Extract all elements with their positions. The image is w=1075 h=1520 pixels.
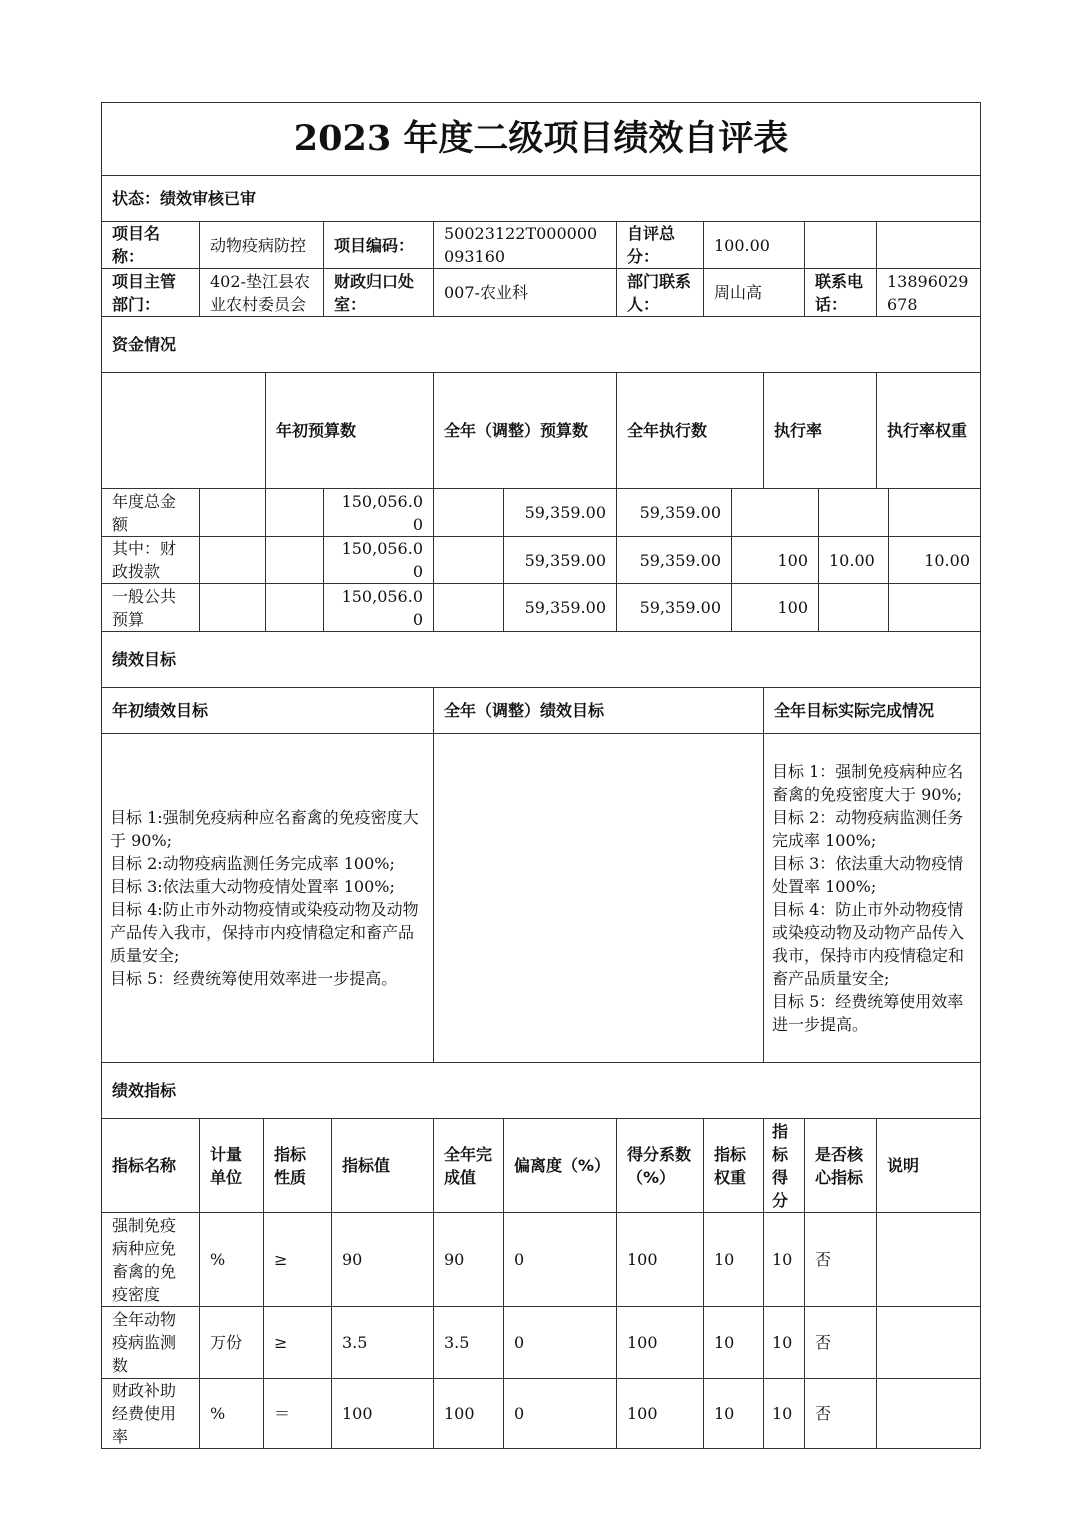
self-score-value: 100.00 — [704, 222, 805, 269]
indicator-header: 指标名称 — [102, 1119, 200, 1213]
indicator-target: 90 — [332, 1213, 434, 1307]
phone-label: 联系电话： — [805, 269, 877, 317]
funds-header: 执行率 — [764, 373, 877, 489]
indicator-header: 全年完成值 — [434, 1119, 504, 1213]
funds-header: 年初预算数 — [266, 373, 434, 489]
indicator-weight: 10 — [704, 1213, 764, 1307]
indicator-core: 否 — [805, 1307, 877, 1379]
contact-label: 部门联系人： — [617, 269, 704, 317]
indicator-actual: 100 — [434, 1379, 504, 1449]
indicator-name: 强制免疫病种应免畜禽的免疫密度 — [102, 1213, 200, 1307]
fund-row-name: 其中：财政拨款 — [102, 537, 200, 584]
indicator-deviation: 0 — [504, 1307, 617, 1379]
fund-initial: 150,056.00 — [324, 537, 434, 584]
phone-value: 13896029678 — [877, 269, 981, 317]
indicator-unit: % — [200, 1379, 264, 1449]
fund-score — [889, 584, 981, 632]
page-title: 2023 年度二级项目绩效自评表 — [102, 103, 981, 176]
table-row — [102, 489, 981, 537]
fund-adjusted: 59,359.00 — [504, 537, 617, 584]
indicator-note — [877, 1213, 981, 1307]
indicator-target: 3.5 — [332, 1307, 434, 1379]
indicator-header: 得分系数（%） — [617, 1119, 704, 1213]
indicator-note — [877, 1379, 981, 1449]
fund-score: 10.00 — [889, 537, 981, 584]
indicator-nature: ＝ — [264, 1379, 332, 1449]
evaluation-form — [101, 102, 980, 1449]
empty-cell — [266, 489, 324, 537]
fund-row-name: 一般公共预算 — [102, 584, 200, 632]
empty-cell — [266, 537, 324, 584]
finance-office-label: 财政归口处室： — [324, 269, 434, 317]
indicator-nature: ≥ — [264, 1307, 332, 1379]
actual-goals — [764, 734, 981, 1063]
fund-rate — [732, 489, 819, 537]
initial-goal-1: 目标 1:强制免疫病种应名畜禽的免疫密度大于 90%; — [110, 808, 419, 850]
initial-goal-3: 目标 3:依法重大动物疫情处置率 100%; — [110, 877, 395, 896]
status-text: 状态：绩效审核已审 — [102, 176, 981, 222]
indicator-coef: 100 — [617, 1307, 704, 1379]
indicator-weight: 10 — [704, 1307, 764, 1379]
empty-cell — [434, 489, 504, 537]
project-name-value: 动物疫病防控 — [200, 222, 324, 269]
indicator-deviation: 0 — [504, 1213, 617, 1307]
table-row — [102, 1213, 981, 1307]
empty-cell — [200, 584, 266, 632]
indicators-table — [101, 1062, 981, 1449]
table-row — [102, 537, 981, 584]
fund-adjusted: 59,359.00 — [504, 584, 617, 632]
empty-cell — [102, 373, 266, 489]
actual-goal-4: 目标 4：防止市外动物疫情或染疫动物及动物产品传入我市，保持市内疫情稳定和畜产品质量安全; — [772, 900, 965, 988]
indicator-score: 10 — [764, 1379, 805, 1449]
goals-section-title: 绩效目标 — [102, 632, 981, 688]
empty-cell — [266, 584, 324, 632]
adjusted-goals — [434, 734, 764, 1063]
funds-header: 执行率权重 — [877, 373, 981, 489]
indicator-header: 指标得分 — [764, 1119, 805, 1213]
indicator-header: 指标值 — [332, 1119, 434, 1213]
contact-value: 周山高 — [704, 269, 805, 317]
fund-executed: 59,359.00 — [617, 584, 732, 632]
indicator-coef: 100 — [617, 1379, 704, 1449]
funds-header: 全年（调整）预算数 — [434, 373, 617, 489]
funds-header: 全年执行数 — [617, 373, 764, 489]
actual-goal-1: 目标 1：强制免疫病种应名畜禽的免疫密度大于 90%; — [772, 762, 964, 804]
indicator-actual: 90 — [434, 1213, 504, 1307]
fund-row-name: 年度总金额 — [102, 489, 200, 537]
empty-cell — [434, 537, 504, 584]
indicator-target: 100 — [332, 1379, 434, 1449]
indicator-core: 否 — [805, 1213, 877, 1307]
fund-weight — [819, 584, 889, 632]
indicator-coef: 100 — [617, 1213, 704, 1307]
fund-executed: 59,359.00 — [617, 489, 732, 537]
indicator-score: 10 — [764, 1213, 805, 1307]
initial-goals — [102, 734, 434, 1063]
empty-cell — [200, 537, 266, 584]
fund-weight — [819, 489, 889, 537]
indicator-core: 否 — [805, 1379, 877, 1449]
table-row — [102, 584, 981, 632]
fund-rate: 100 — [732, 537, 819, 584]
indicator-nature: ≥ — [264, 1213, 332, 1307]
fund-rate: 100 — [732, 584, 819, 632]
initial-goal-2: 目标 2:动物疫病监测任务完成率 100%; — [110, 854, 395, 873]
funds-section-title: 资金情况 — [102, 317, 981, 373]
table-row — [102, 1307, 981, 1379]
goals-header: 年初绩效目标 — [102, 688, 434, 734]
indicator-name: 全年动物疫病监测数 — [102, 1307, 200, 1379]
funds-table — [101, 488, 981, 632]
project-name-label: 项目名称： — [102, 222, 200, 269]
empty-cell — [434, 584, 504, 632]
table-row — [102, 1379, 981, 1449]
dept-label: 项目主管部门： — [102, 269, 200, 317]
fund-adjusted: 59,359.00 — [504, 489, 617, 537]
goals-header: 全年（调整）绩效目标 — [434, 688, 764, 734]
indicator-actual: 3.5 — [434, 1307, 504, 1379]
indicator-header: 是否核心指标 — [805, 1119, 877, 1213]
fund-weight: 10.00 — [819, 537, 889, 584]
fund-initial: 150,056.00 — [324, 489, 434, 537]
empty-cell — [805, 222, 877, 269]
indicator-header: 指标性质 — [264, 1119, 332, 1213]
indicator-unit: 万份 — [200, 1307, 264, 1379]
self-score-label: 自评总分： — [617, 222, 704, 269]
dept-value: 402-垫江县农业农村委员会 — [200, 269, 324, 317]
goals-header: 全年目标实际完成情况 — [764, 688, 981, 734]
actual-goal-3: 目标 3：依法重大动物疫情处置率 100%; — [772, 854, 964, 896]
initial-goal-5: 目标 5：经费统筹使用效率进一步提高。 — [110, 969, 398, 988]
project-code-label: 项目编码： — [324, 222, 434, 269]
fund-score — [889, 489, 981, 537]
indicator-header: 指标权重 — [704, 1119, 764, 1213]
empty-cell — [200, 489, 266, 537]
indicator-unit: % — [200, 1213, 264, 1307]
indicator-header: 偏离度（%） — [504, 1119, 617, 1213]
fund-initial: 150,056.00 — [324, 584, 434, 632]
initial-goal-4: 目标 4:防止市外动物疫情或染疫动物及动物产品传入我市，保持市内疫情稳定和畜产品质量安全; — [110, 900, 419, 965]
indicator-header: 计量单位 — [200, 1119, 264, 1213]
indicator-note — [877, 1307, 981, 1379]
form-table — [101, 102, 981, 489]
actual-goal-2: 目标 2：动物疫病监测任务完成率 100%; — [772, 808, 964, 850]
indicator-weight: 10 — [704, 1379, 764, 1449]
actual-goal-5: 目标 5：经费统筹使用效率进一步提高。 — [772, 992, 964, 1034]
finance-office-value: 007-农业科 — [434, 269, 617, 317]
fund-executed: 59,359.00 — [617, 537, 732, 584]
indicator-score: 10 — [764, 1307, 805, 1379]
project-code-value: 50023122T000000093160 — [434, 222, 617, 269]
goals-table — [101, 631, 981, 1063]
indicators-section-title: 绩效指标 — [102, 1063, 981, 1119]
indicator-name: 财政补助经费使用率 — [102, 1379, 200, 1449]
indicator-deviation: 0 — [504, 1379, 617, 1449]
indicator-header: 说明 — [877, 1119, 981, 1213]
empty-cell — [877, 222, 981, 269]
